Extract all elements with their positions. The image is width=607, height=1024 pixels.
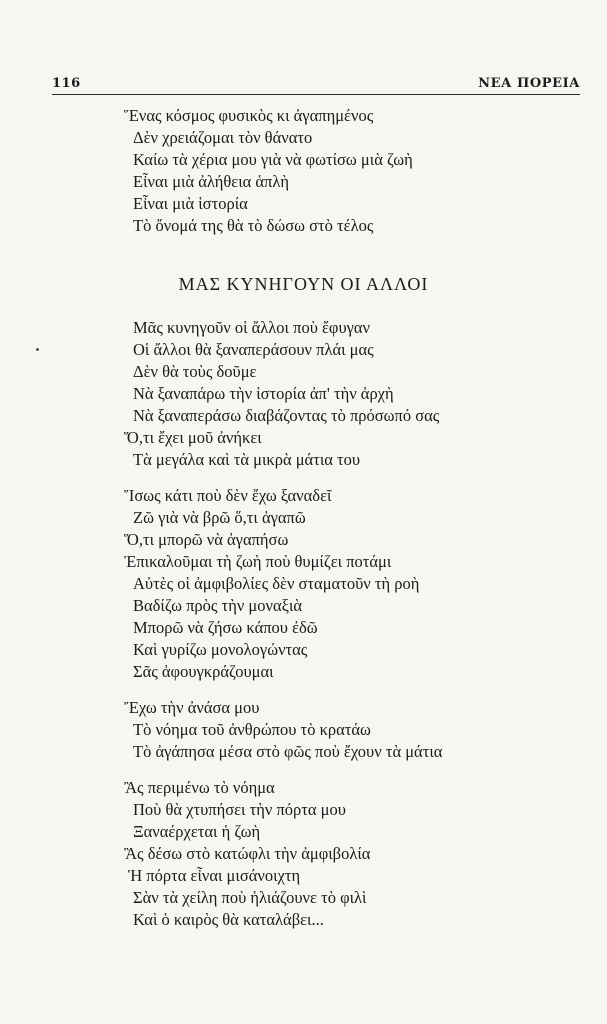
verse-line: Ἔχω τὴν ἀνάσα μου [124, 698, 260, 717]
verse-line: Ἡ πόρτα εἶναι μισάνοιχτη [128, 866, 301, 885]
verse-line: Τὸ ἀγάπησα μέσα στὸ φῶς ποὺ ἔχουν τὰ μάτια [133, 742, 443, 761]
verse-line: Σᾶς ἀφουγκράζουμαι [133, 662, 274, 681]
verse-line: Αὐτὲς οἱ ἀμφιβολίες δὲν σταματοῦν τὴ ροὴ [133, 574, 420, 593]
verse-line: Βαδίζω πρὸς τὴν μοναξιὰ [133, 596, 303, 615]
verse-line: Ἐπικαλοῦμαι τὴ ζωὴ ποὺ θυμίζει ποτάμι [124, 552, 392, 571]
verse-line: Ἕνας κόσμος φυσικὸς κι ἀγαπημένος [124, 106, 374, 125]
verse-line: Ποὺ θὰ χτυπήσει τὴν πόρτα μου [133, 800, 346, 819]
verse-line: Ἂς δέσω στὸ κατώφλι τὴν ἀμφιβολία [124, 844, 371, 863]
verse-line: Ὅ,τι ἔχει μοῦ ἀνήκει [124, 428, 262, 447]
page-number: 116 [52, 76, 81, 91]
verse-line: Τὰ μεγάλα καὶ τὰ μικρὰ μάτια του [133, 450, 361, 469]
verse-line: Σὰν τὰ χείλη ποὺ ἡλιάζουνε τὸ φιλὶ [133, 888, 367, 907]
verse-line: Δὲν θὰ τοὺς δοῦμε [133, 362, 257, 381]
verse-line: Ὅ,τι μπορῶ νὰ ἀγαπήσω [124, 530, 289, 549]
verse-line: Ἂς περιμένω τὸ νόημα [124, 778, 275, 797]
verse-line: Ζῶ γιὰ νὰ βρῶ ὅ,τι ἀγαπῶ [133, 508, 306, 527]
verse-line: Νὰ ξαναπεράσω διαβάζοντας τὸ πρόσωπό σας [133, 406, 440, 425]
verse-line: Καὶ ὁ καιρὸς θὰ καταλάβει... [133, 910, 324, 929]
verse-line: Ἴσως κάτι ποὺ δὲν ἔχω ξαναδεῖ [124, 486, 332, 505]
verse-line: Μπορῶ νὰ ζήσω κάπου ἐδῶ [133, 618, 318, 637]
verse-line: Τὸ νόημα τοῦ ἀνθρώπου τὸ κρατάω [133, 720, 371, 739]
verse-line: Ξαναέρχεται ἡ ζωὴ [133, 822, 261, 841]
verse-line: Μᾶς κυνηγοῦν οἱ ἄλλοι ποὺ ἔφυγαν [133, 318, 371, 337]
verse-line: Οἱ ἄλλοι θὰ ξαναπεράσουν πλάι μας [133, 340, 374, 359]
running-title: ΝΕΑ ΠΟΡΕΙΑ [478, 76, 580, 91]
verse-line: Καίω τὰ χέρια μου γιὰ νὰ φωτίσω μιὰ ζωὴ [133, 150, 413, 169]
verse-line: Καὶ γυρίζω μονολογώντας [133, 640, 308, 659]
verse-line: Εἶναι μιὰ ἱστορία [133, 194, 248, 213]
verse-line: Τὸ ὄνομά της θὰ τὸ δώσω στὸ τέλος [133, 216, 374, 235]
verse-line: Δὲν χρειάζομαι τὸν θάνατο [133, 128, 313, 147]
poem-title: ΜΑΣ ΚΥΝΗΓΟΥΝ ΟΙ ΑΛΛΟΙ [178, 274, 429, 294]
page-header [52, 72, 580, 95]
ink-speck [36, 348, 39, 351]
verse-line: Εἶναι μιὰ ἀλήθεια ἁπλὴ [133, 172, 290, 191]
verse-line: Νὰ ξαναπάρω τὴν ἱστορία ἀπ' τὴν ἀρχὴ [133, 384, 394, 403]
